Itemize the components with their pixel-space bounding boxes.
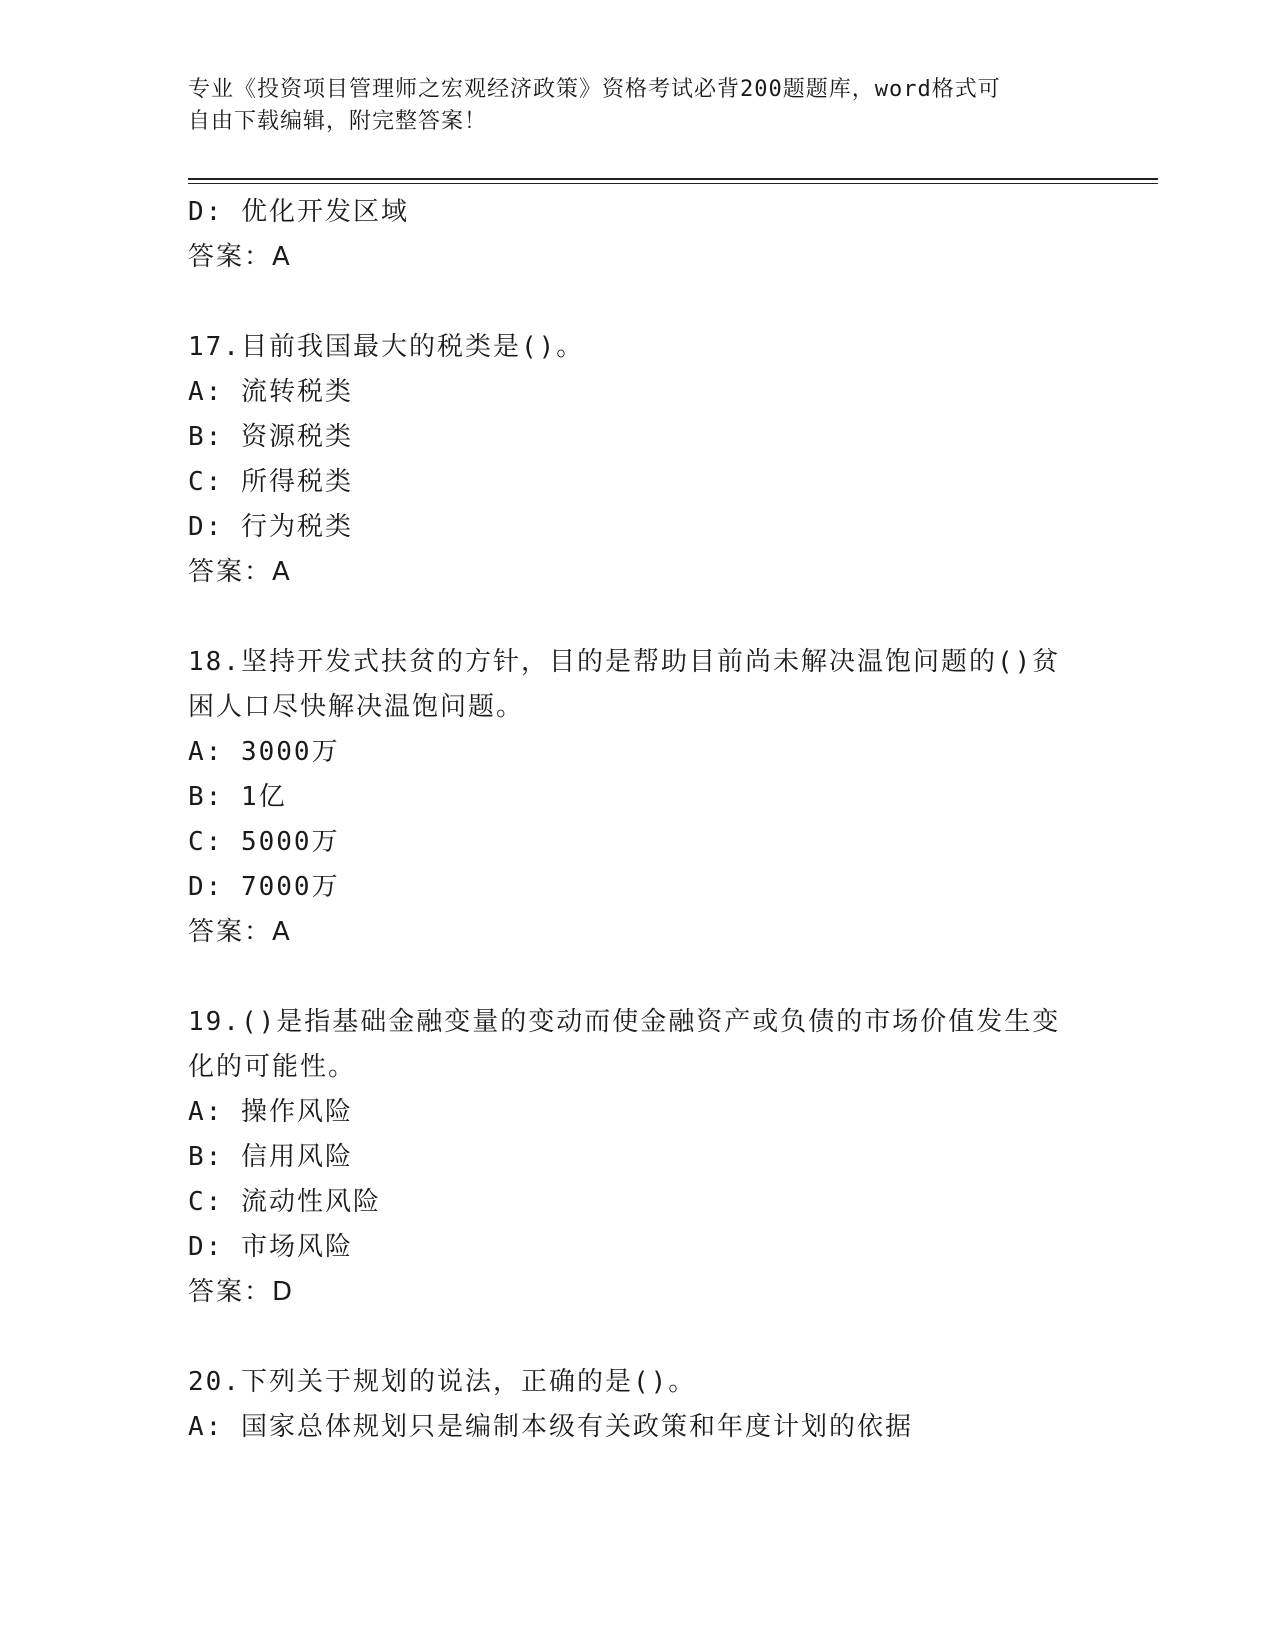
spacer xyxy=(188,595,1088,640)
question-stem: 20.下列关于规划的说法，正确的是()。 xyxy=(188,1367,697,1397)
spacer xyxy=(188,280,1088,325)
question-stem-line-2: 困人口尽快解决温饱问题。 xyxy=(188,692,525,722)
answer-line: 答案：A xyxy=(188,557,292,587)
header-title-line-1: 专业《投资项目管理师之宏观经济政策》资格考试必背200题题库，word格式可 xyxy=(188,77,1001,102)
question-stem-line-2: 化的可能性。 xyxy=(188,1052,357,1082)
option-d: D: 市场风险 xyxy=(188,1232,353,1262)
option-c: C: 流动性风险 xyxy=(188,1187,381,1217)
document-header xyxy=(188,74,1068,138)
option-a: A: 流转税类 xyxy=(188,377,353,407)
option-b: B: 1亿 xyxy=(188,782,287,812)
question-19 xyxy=(188,1000,1088,1315)
option-a: A: 操作风险 xyxy=(188,1097,353,1127)
option-d: D: 行为税类 xyxy=(188,512,353,542)
question-18 xyxy=(188,640,1088,955)
spacer xyxy=(188,1315,1088,1360)
option-d: D: 优化开发区域 xyxy=(188,197,409,227)
answer-line: 答案：D xyxy=(188,1277,295,1307)
answer-line: 答案：A xyxy=(188,242,292,272)
answer-line: 答案：A xyxy=(188,917,292,947)
question-17 xyxy=(188,325,1088,595)
option-b: B: 信用风险 xyxy=(188,1142,353,1172)
spacer xyxy=(188,955,1088,1000)
question-stem-line-1: 18.坚持开发式扶贫的方针，目的是帮助目前尚未解决温饱问题的()贫 xyxy=(188,647,1061,677)
header-divider xyxy=(188,178,1158,184)
option-c: C: 所得税类 xyxy=(188,467,353,497)
option-c: C: 5000万 xyxy=(188,827,340,857)
question-stem: 17.目前我国最大的税类是()。 xyxy=(188,332,585,362)
header-title-line-2: 自由下载编辑，附完整答案！ xyxy=(188,109,488,134)
question-stem-line-1: 19.()是指基础金融变量的变动而使金融资产或负债的市场价值发生变 xyxy=(188,1007,1061,1037)
question-list xyxy=(188,190,1088,1450)
option-a: A: 国家总体规划只是编制本级有关政策和年度计划的依据 xyxy=(188,1412,913,1442)
option-b: B: 资源税类 xyxy=(188,422,353,452)
question-20 xyxy=(188,1360,1088,1450)
option-d: D: 7000万 xyxy=(188,872,340,902)
option-a: A: 3000万 xyxy=(188,737,340,767)
